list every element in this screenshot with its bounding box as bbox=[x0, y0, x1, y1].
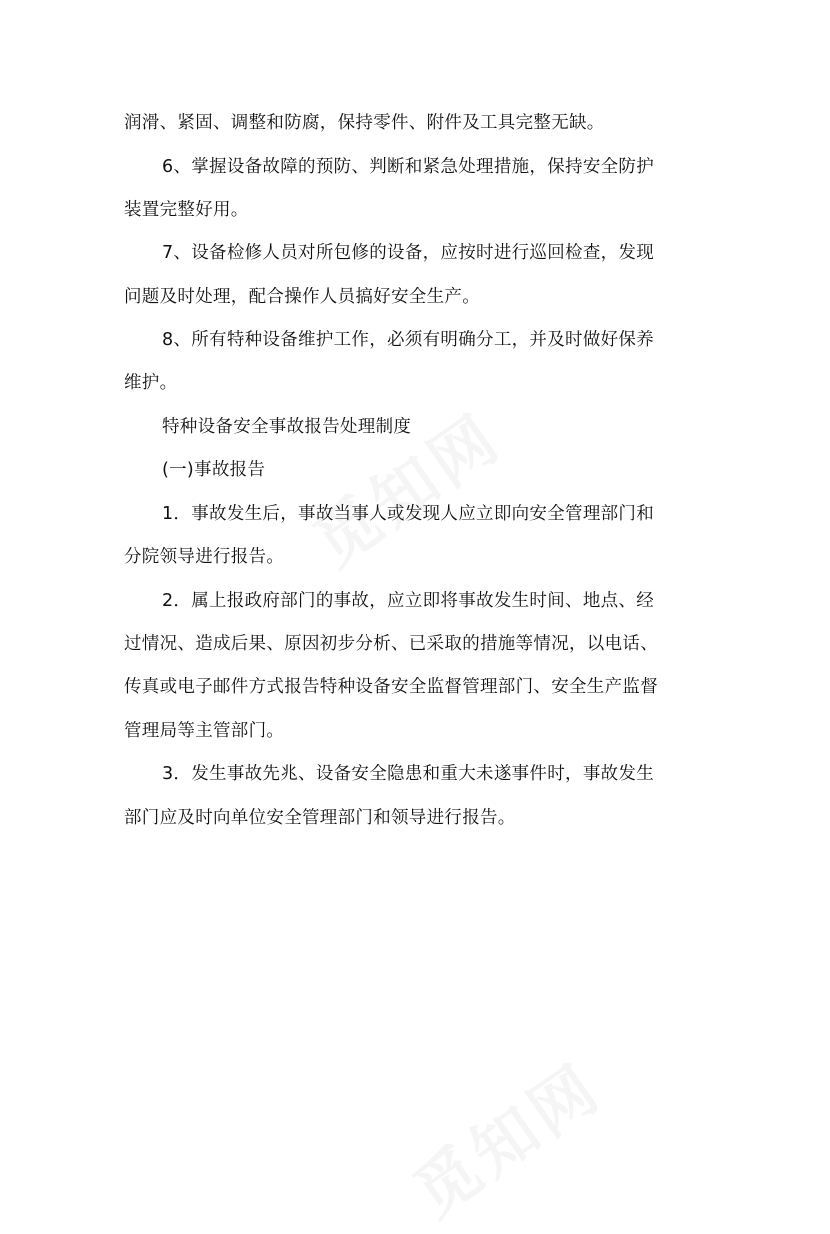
paragraph-line: 3．发生事故先兆、设备安全隐患和重大未遂事件时，事故发生 bbox=[162, 764, 655, 784]
paragraph-line: 2．属上报政府部门的事故，应立即将事故发生时间、地点、经 bbox=[162, 591, 655, 611]
watermark bbox=[393, 1038, 618, 1234]
paragraph-line: 过情况、造成后果、原因初步分析、已采取的措施等情况，以电话、 bbox=[124, 634, 658, 654]
subsection-heading: (一)事故报告 bbox=[162, 460, 266, 480]
paragraph-line: 润滑、紧固、调整和防腐，保持零件、附件及工具完整无缺。 bbox=[124, 113, 605, 133]
paragraph-line: 6、掌握设备故障的预防、判断和紧急处理措施，保持安全防护 bbox=[162, 157, 655, 177]
section-heading: 特种设备安全事故报告处理制度 bbox=[162, 417, 412, 437]
paragraph-line: 问题及时处理，配合操作人员搞好安全生产。 bbox=[124, 287, 480, 307]
paragraph-line: 管理局等主管部门。 bbox=[124, 721, 285, 741]
paragraph-line: 部门应及时向单位安全管理部门和领导进行报告。 bbox=[124, 808, 516, 828]
paragraph-line: 7、设备检修人员对所包修的设备，应按时进行巡回检查，发现 bbox=[162, 243, 655, 263]
paragraph-line: 维护。 bbox=[124, 373, 178, 393]
paragraph-line: 装置完整好用。 bbox=[124, 200, 249, 220]
paragraph-line: 8、所有特种设备维护工作，必须有明确分工，并及时做好保养 bbox=[162, 330, 655, 350]
paragraph-line: 传真或电子邮件方式报告特种设备安全监督管理部门、安全生产监督 bbox=[124, 677, 658, 697]
paragraph-line: 分院领导进行报告。 bbox=[124, 547, 285, 567]
paragraph-line: 1．事故发生后，事故当事人或发现人应立即向安全管理部门和 bbox=[162, 504, 655, 524]
